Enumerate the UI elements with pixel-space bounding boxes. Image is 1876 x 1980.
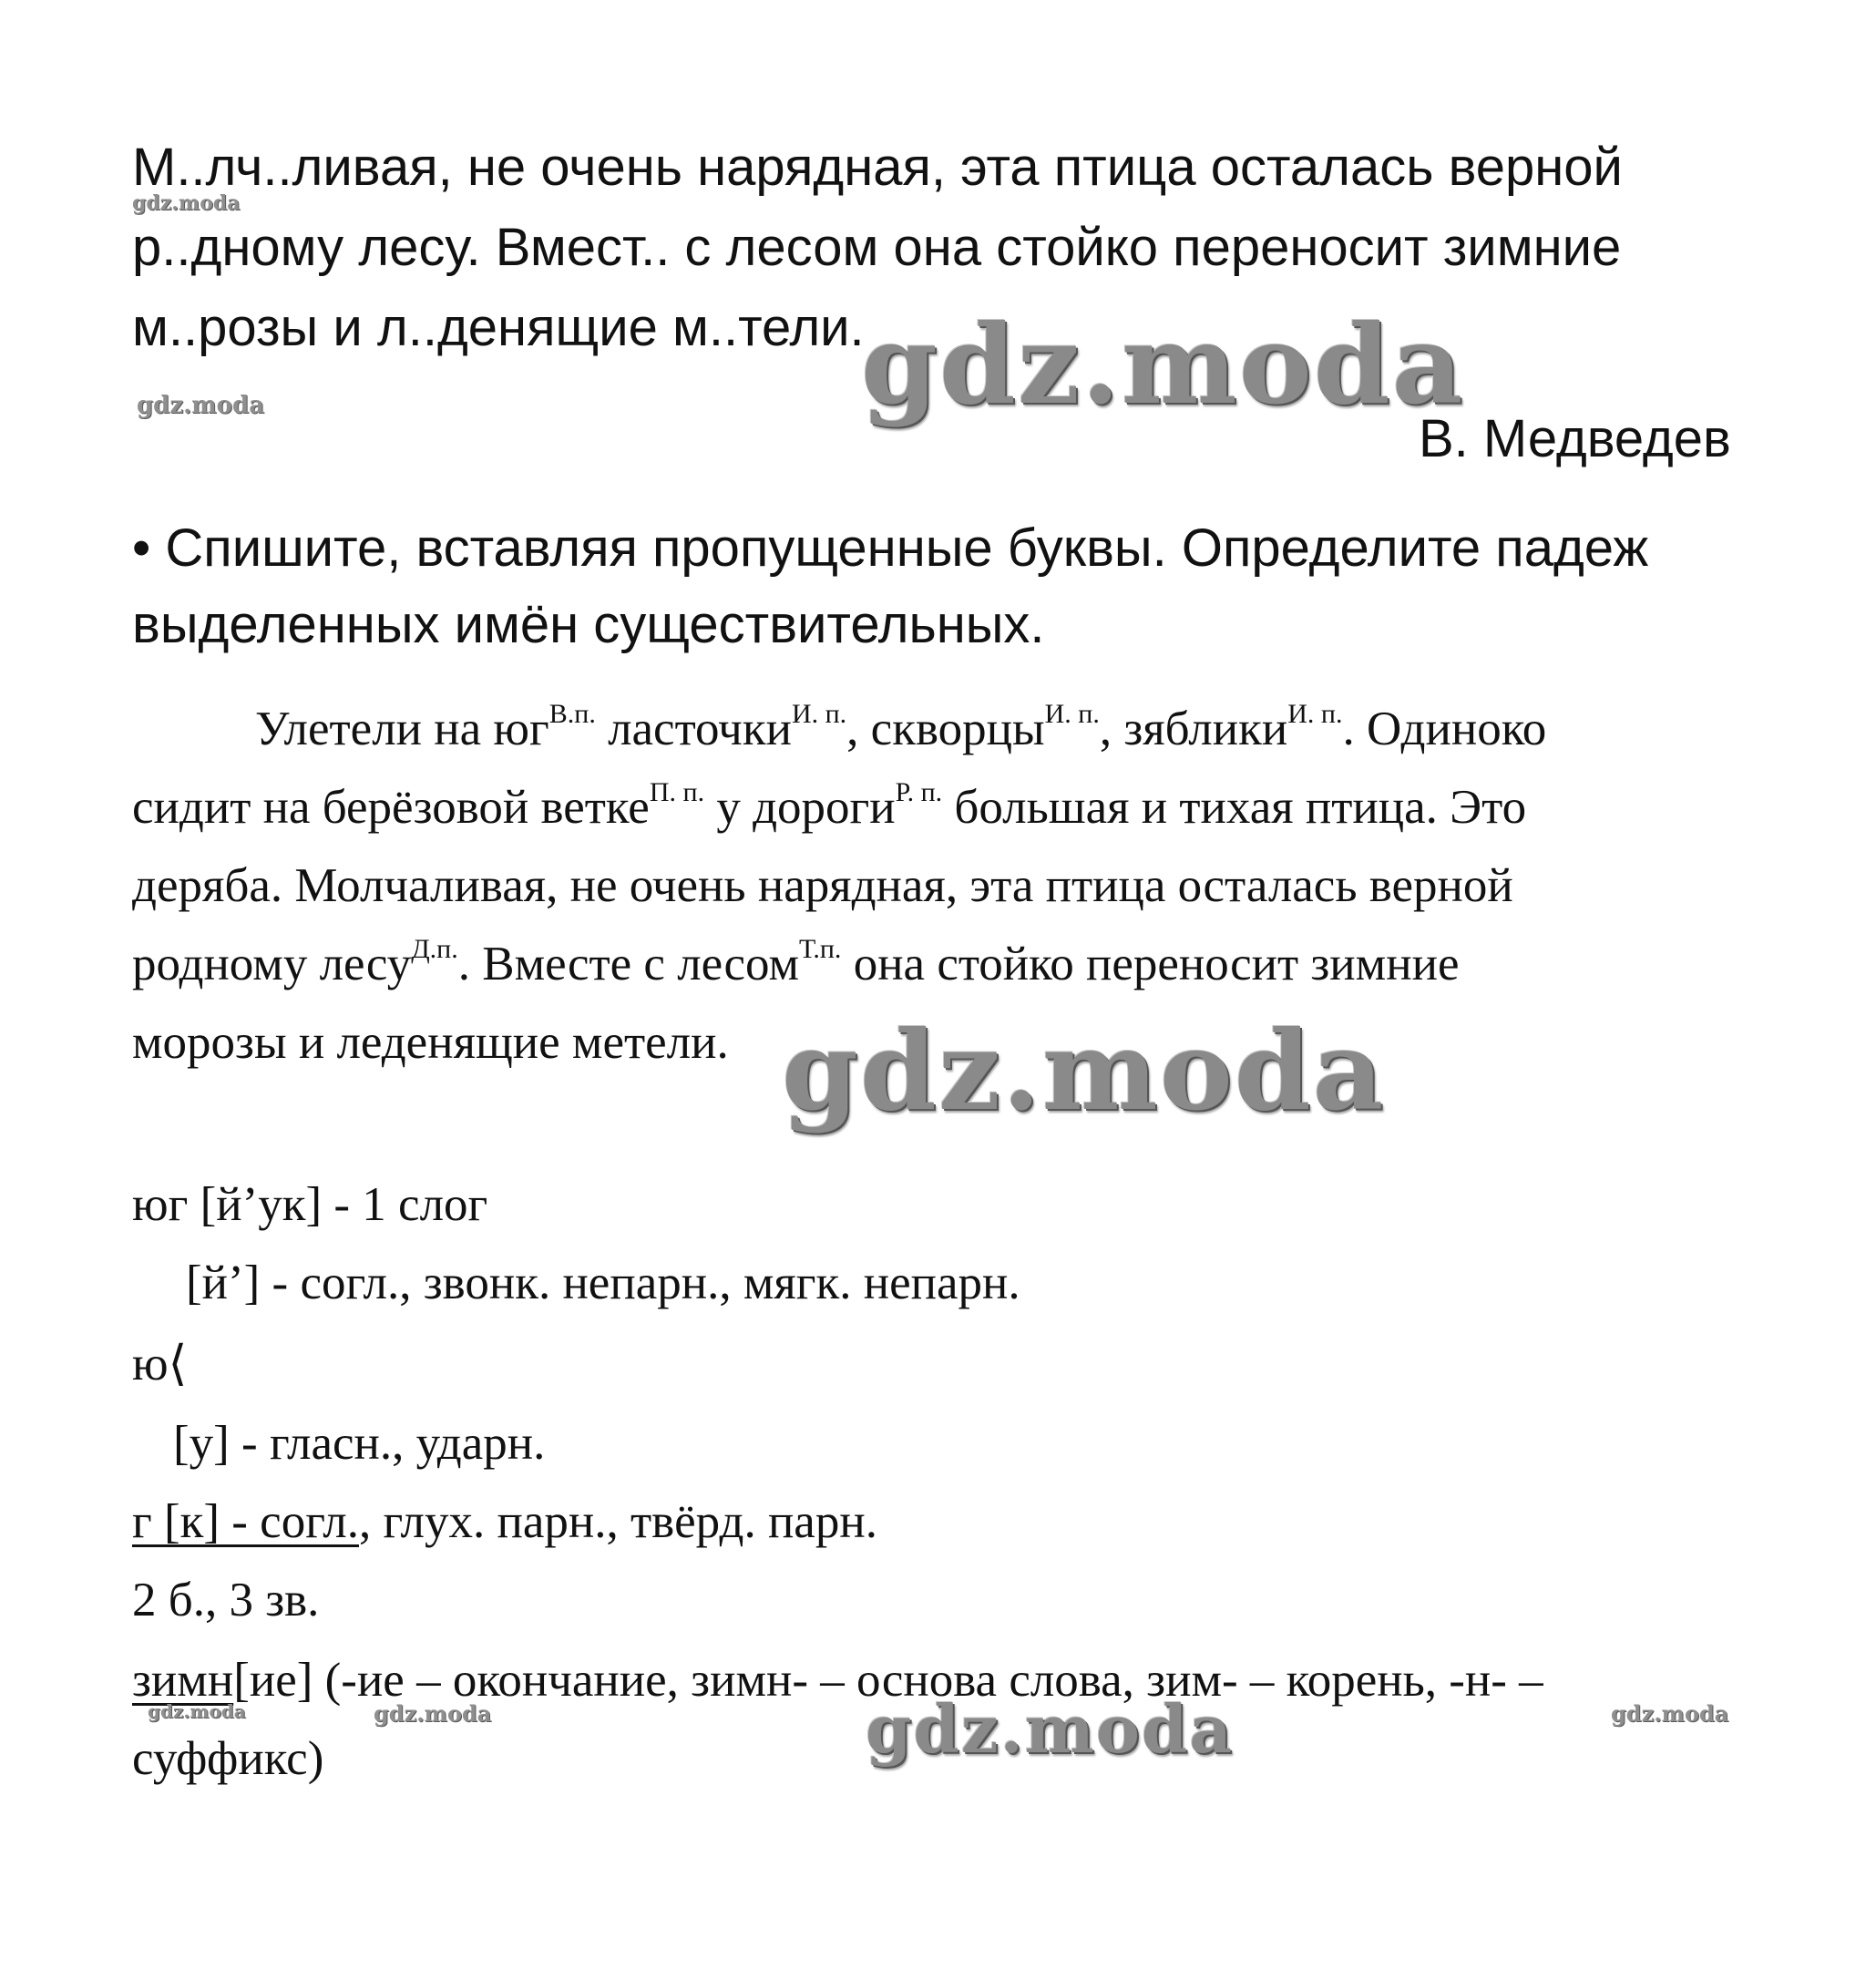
- answer-text: Улетели на юг: [255, 703, 549, 755]
- case-label: И. п.: [1287, 699, 1343, 729]
- watermark-large: gdz.moda: [861, 301, 1465, 429]
- answer-line-3: деряба. Молчаливая, не очень нарядная, эта птица осталась верной: [132, 859, 1513, 912]
- answer-text: большая и тихая птица. Это: [942, 781, 1527, 834]
- answer-text: сидит на берёзовой ветке: [132, 781, 650, 834]
- task-line-2: выделенных имён существительных.: [132, 595, 1045, 654]
- answer-line-5: морозы и леденящие метели.: [132, 1016, 729, 1069]
- answer-text: у дороги: [704, 781, 896, 834]
- underlined-segment: зимн: [132, 1654, 234, 1707]
- watermark-small: gdz.moda: [374, 1700, 492, 1727]
- analysis-line-1: юг [й’ук] - 1 слог: [132, 1178, 488, 1231]
- answer-text: ласточки: [595, 703, 792, 755]
- watermark-small: gdz.moda: [137, 392, 265, 419]
- analysis-line-4: [у] - гласн., ударн.: [173, 1417, 546, 1470]
- analysis-line-6: 2 б., 3 зв.: [132, 1574, 320, 1626]
- answer-text: , зяблики: [1099, 703, 1288, 755]
- analysis-line-3: ю⟨: [132, 1338, 188, 1390]
- analysis-text: [ие] (-ие – окончание, зимн- – основа слова, зим- – корень, -н- –: [233, 1654, 1543, 1707]
- answer-text: она стойко переносит зимние: [841, 938, 1460, 990]
- case-label: Р. п.: [895, 777, 943, 807]
- answer-text: родному лесу: [132, 938, 412, 990]
- analysis-line-8: суффикс): [132, 1732, 324, 1785]
- case-label: Т.п.: [799, 934, 842, 964]
- case-label: Д.п.: [411, 934, 458, 964]
- answer-text: . Одиноко: [1342, 703, 1547, 755]
- watermark-small: gdz.moda: [1611, 1700, 1729, 1727]
- answer-line-2: [132, 777, 1527, 835]
- analysis-line-7: [132, 1653, 1543, 1708]
- watermark-medium: gdz.moda: [866, 1690, 1234, 1768]
- analysis-text: , глух. парн., твёрд. парн.: [358, 1495, 877, 1548]
- answer-text: . Вместе с лесом: [457, 938, 800, 990]
- exercise-line-3: м..розы и л..денящие м..тели.: [132, 298, 865, 357]
- case-label: И. п.: [791, 699, 847, 729]
- case-label: В.п.: [548, 699, 596, 729]
- case-label: И. п.: [1044, 699, 1100, 729]
- case-label: П. п.: [649, 777, 705, 807]
- watermark-small: gdz.moda: [148, 1700, 246, 1722]
- analysis-line-2: [й’] - согл., звонк. непарн., мягк. непарн.: [186, 1257, 1020, 1309]
- answer-text: , скворцы: [846, 703, 1045, 755]
- task-line-1: • Спишите, вставляя пропущенные буквы. Определите падеж: [132, 518, 1649, 578]
- answer-line-1: [255, 699, 1547, 756]
- watermark-small: gdz.moda: [132, 191, 241, 215]
- answer-line-4: [132, 934, 1460, 991]
- analysis-line-5: [132, 1494, 877, 1549]
- watermark-large: gdz.moda: [782, 1007, 1386, 1135]
- author-name: В. Медведев: [1419, 409, 1731, 468]
- exercise-line-1: М..лч..ливая, не очень нарядная, эта птица осталась верной: [132, 138, 1623, 197]
- underlined-segment: г [к] - согл.: [132, 1495, 359, 1548]
- exercise-line-2: р..дному лесу. Вмест.. с лесом она стойко переносит зимние: [132, 218, 1622, 277]
